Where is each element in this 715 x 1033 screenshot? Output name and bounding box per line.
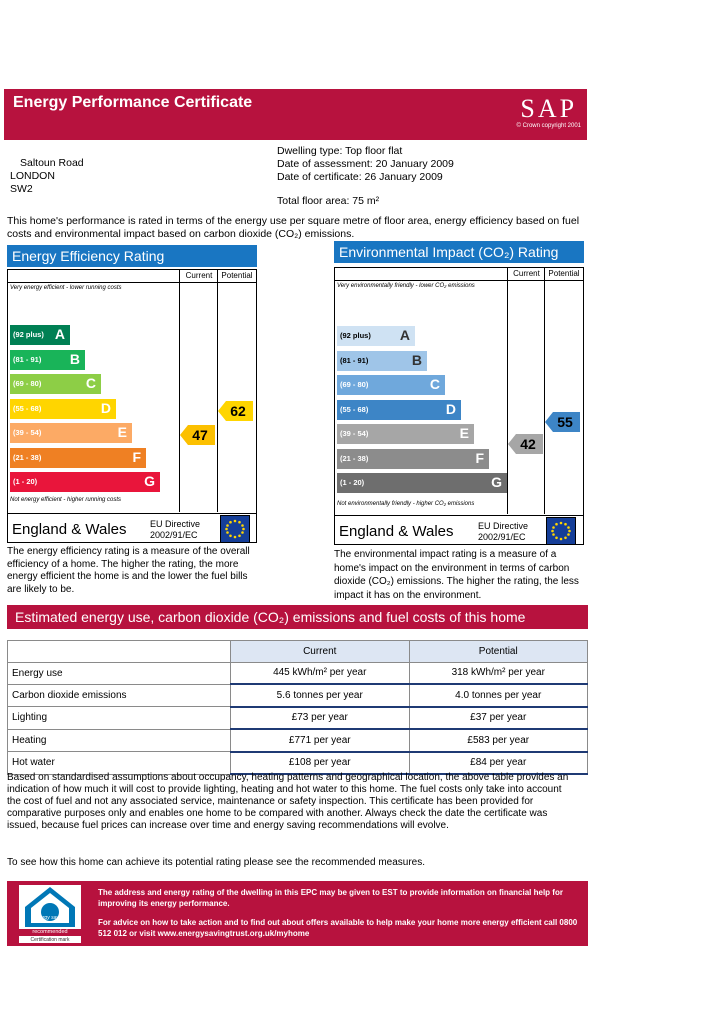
env-rating-title: Environmental Impact (CO₂) Rating bbox=[334, 241, 584, 263]
recommended-measures-text: To see how this home can achieve its potential rating please see the recommended measures. bbox=[7, 857, 426, 868]
est-footer bbox=[7, 881, 588, 946]
cell-label: Hot water bbox=[8, 752, 231, 775]
cell-current: 5.6 tonnes per year bbox=[231, 684, 410, 707]
dwelling-type: Dwelling type: Top floor flat bbox=[277, 145, 403, 157]
cell-label: Energy use bbox=[8, 662, 231, 684]
assumptions-text: Based on standardised assumptions about occupancy, heating patterns and geographical location, the above table provides an indication of how much it will cost to provide lighting, heating and hot water to this home. The fuel costs only take into account the cost of fuel and not any associated service, maintenance or safety inspection. This certificate has been provided for comparative purposes only and enables one home to be compared with another. Always check the date the certificate was issued, because fuel prices can increase over time and energy saving recommendations will evolve. bbox=[7, 772, 569, 831]
env-potential-rating-arrow: 55 bbox=[545, 412, 580, 432]
energy-band-f: (21 - 38) F bbox=[10, 448, 146, 468]
eu-flag-icon bbox=[546, 517, 576, 545]
address-line-3: SW2 bbox=[10, 183, 33, 195]
env-bottom-note: Not environmentally friendly - higher CO₂ emissions bbox=[337, 501, 475, 507]
sap-logo: SAP © Crown copyright 2001 bbox=[516, 94, 581, 129]
address-line-2: LONDON bbox=[10, 170, 55, 182]
table-row bbox=[8, 684, 588, 707]
address-line-1: Saltoun Road bbox=[20, 157, 84, 169]
env-rating-chart bbox=[334, 267, 584, 545]
energy-band-c: (69 - 80) C bbox=[10, 374, 101, 394]
env-band-g: (1 - 20) G bbox=[337, 473, 507, 493]
footer-text-2: For advice on how to take action and to find out about offers available to help make your home more energy efficient call 0800 512 012 or visit www.energysavingtrust.org.uk/myhome bbox=[98, 918, 578, 938]
cell-potential: £37 per year bbox=[409, 707, 588, 730]
energy-band-d: (55 - 68) D bbox=[10, 399, 116, 419]
table-row bbox=[8, 707, 588, 730]
energy-region: England & Wales bbox=[12, 521, 127, 538]
energy-efficiency-rating bbox=[7, 245, 257, 596]
env-band-c: (69 - 80) C bbox=[337, 375, 445, 395]
total-floor-area: Total floor area: 75 m² bbox=[277, 195, 380, 207]
env-band-e: (39 - 54) E bbox=[337, 424, 474, 444]
environmental-impact-rating bbox=[334, 241, 584, 602]
footer-text-1: The address and energy rating of the dwelling in this EPC may be given to EST to provide information on financial help for improving its energy performance. bbox=[98, 888, 563, 908]
energy-top-note: Very energy efficient - lower running costs bbox=[10, 285, 122, 291]
env-band-f: (21 - 38) F bbox=[337, 449, 489, 469]
energy-potential-rating-arrow: 62 bbox=[218, 401, 253, 421]
energy-current-header: Current bbox=[179, 270, 218, 282]
env-current-rating-arrow: 42 bbox=[508, 434, 543, 454]
env-eu-directive: EU Directive 2002/91/EC bbox=[478, 521, 529, 542]
energy-rating-title: Energy Efficiency Rating bbox=[7, 245, 257, 267]
env-top-note: Very environmentally friendly - lower CO₂ emissions bbox=[337, 283, 475, 289]
cell-current: £771 per year bbox=[231, 729, 410, 752]
table-header-row bbox=[8, 641, 588, 663]
energy-band-a: (92 plus) A bbox=[10, 325, 70, 345]
eu-flag-icon bbox=[220, 515, 250, 543]
cell-current: £108 per year bbox=[231, 752, 410, 775]
cell-current: 445 kWh/m² per year bbox=[231, 662, 410, 684]
env-current-header: Current bbox=[507, 268, 545, 280]
intro-text: This home's performance is rated in terms of the energy use per square metre of floor area, energy efficiency based on fuel costs and environmental impact based on carbon dioxide (CO₂) emissions. bbox=[7, 215, 580, 240]
env-region: England & Wales bbox=[339, 523, 454, 540]
cell-potential: 318 kWh/m² per year bbox=[409, 662, 588, 684]
energy-rating-chart bbox=[7, 269, 257, 543]
cell-current: £73 per year bbox=[231, 707, 410, 730]
energy-band-b: (81 - 91) B bbox=[10, 350, 85, 370]
env-potential-header: Potential bbox=[544, 268, 583, 280]
energy-bottom-note: Not energy efficient - higher running costs bbox=[10, 497, 122, 503]
env-band-a: (92 plus) A bbox=[337, 326, 415, 346]
cell-potential: £583 per year bbox=[409, 729, 588, 752]
estimate-section-title: Estimated energy use, carbon dioxide (CO₂) emissions and fuel costs of this home bbox=[7, 605, 588, 629]
cell-potential: £84 per year bbox=[409, 752, 588, 775]
energy-rating-description: The energy efficiency rating is a measure of the overall efficiency of a home. The higher the rating, the more energy efficient the home is and the lower the fuel bills are likely to be. bbox=[7, 546, 250, 595]
table-row bbox=[8, 729, 588, 752]
energy-current-rating-arrow: 47 bbox=[180, 425, 215, 445]
energy-eu-directive: EU Directive 2002/91/EC bbox=[150, 519, 201, 540]
energy-saving-recommended-logo: energy saving recommended Certification mark bbox=[19, 885, 81, 943]
energy-band-e: (39 - 54) E bbox=[10, 423, 132, 443]
cell-label: Heating bbox=[8, 729, 231, 752]
env-band-d: (55 - 68) D bbox=[337, 400, 461, 420]
table-header-potential: Potential bbox=[409, 641, 588, 663]
estimate-table bbox=[7, 640, 588, 775]
date-of-assessment: Date of assessment: 20 January 2009 bbox=[277, 158, 454, 170]
cell-label: Carbon dioxide emissions bbox=[8, 684, 231, 707]
certificate-header bbox=[4, 89, 587, 140]
env-band-b: (81 - 91) B bbox=[337, 351, 427, 371]
certificate-title: Energy Performance Certificate bbox=[13, 94, 253, 111]
date-of-certificate: Date of certificate: 26 January 2009 bbox=[277, 171, 443, 183]
table-row bbox=[8, 662, 588, 684]
table-header-current: Current bbox=[231, 641, 410, 663]
cell-potential: 4.0 tonnes per year bbox=[409, 684, 588, 707]
energy-band-g: (1 - 20) G bbox=[10, 472, 160, 492]
table-row bbox=[8, 752, 588, 775]
cell-label: Lighting bbox=[8, 707, 231, 730]
env-rating-description: The environmental impact rating is a measure of a home's impact on the environment in terms of carbon dioxide (CO₂) emissions. The higher the rating, the less impact it has on the environment. bbox=[334, 549, 579, 601]
energy-potential-header: Potential bbox=[217, 270, 256, 282]
